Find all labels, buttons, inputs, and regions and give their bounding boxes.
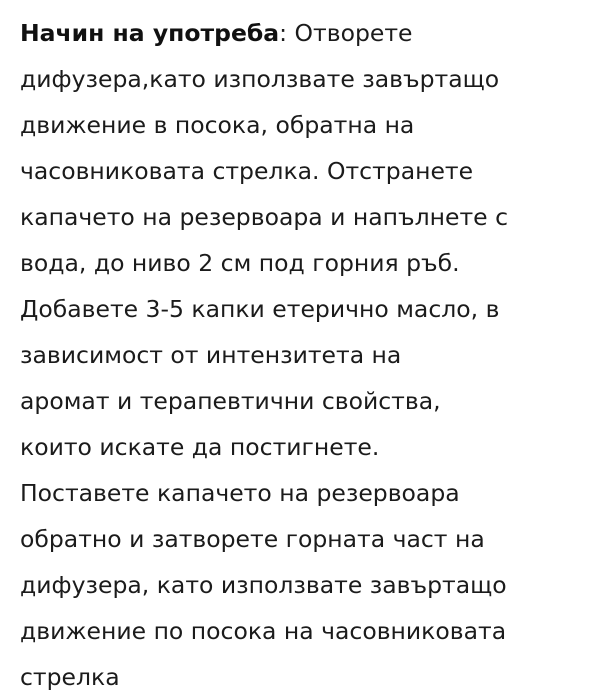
text-line-13: дифузера, като използвате завъртащо <box>20 571 507 599</box>
text-line-7: Добавете 3-5 капки етерично масло, в <box>20 295 500 323</box>
text-line-9: аромат и терапевтични свойства, <box>20 387 441 415</box>
text-line-1 <box>20 10 606 56</box>
text-line-4: часовниковата стрелка. Отстранете <box>20 157 474 185</box>
text-line-2: дифузера,като използвате завъртащо <box>20 65 500 93</box>
text-line-11: Поставете капачето на резервоара <box>20 479 460 507</box>
line-1-text: : Отворете <box>279 19 413 47</box>
text-line-15: стрелка <box>20 663 120 691</box>
text-line-8: зависимост от интензитета на <box>20 341 402 369</box>
text-line-3: движение в посока, обратна на <box>20 111 415 139</box>
text-line-10: които искате да постигнете. <box>20 433 380 461</box>
text-line-12: обратно и затворете горната част на <box>20 525 485 553</box>
usage-heading: Начин на употреба <box>20 19 280 47</box>
text-line-6: вода, до ниво 2 см под горния ръб. <box>20 249 460 277</box>
instructions-text <box>20 10 606 700</box>
text-line-14: движение по посока на часовниковата <box>20 617 507 645</box>
text-line-5: капачето на резервоара и напълнете с <box>20 203 508 231</box>
